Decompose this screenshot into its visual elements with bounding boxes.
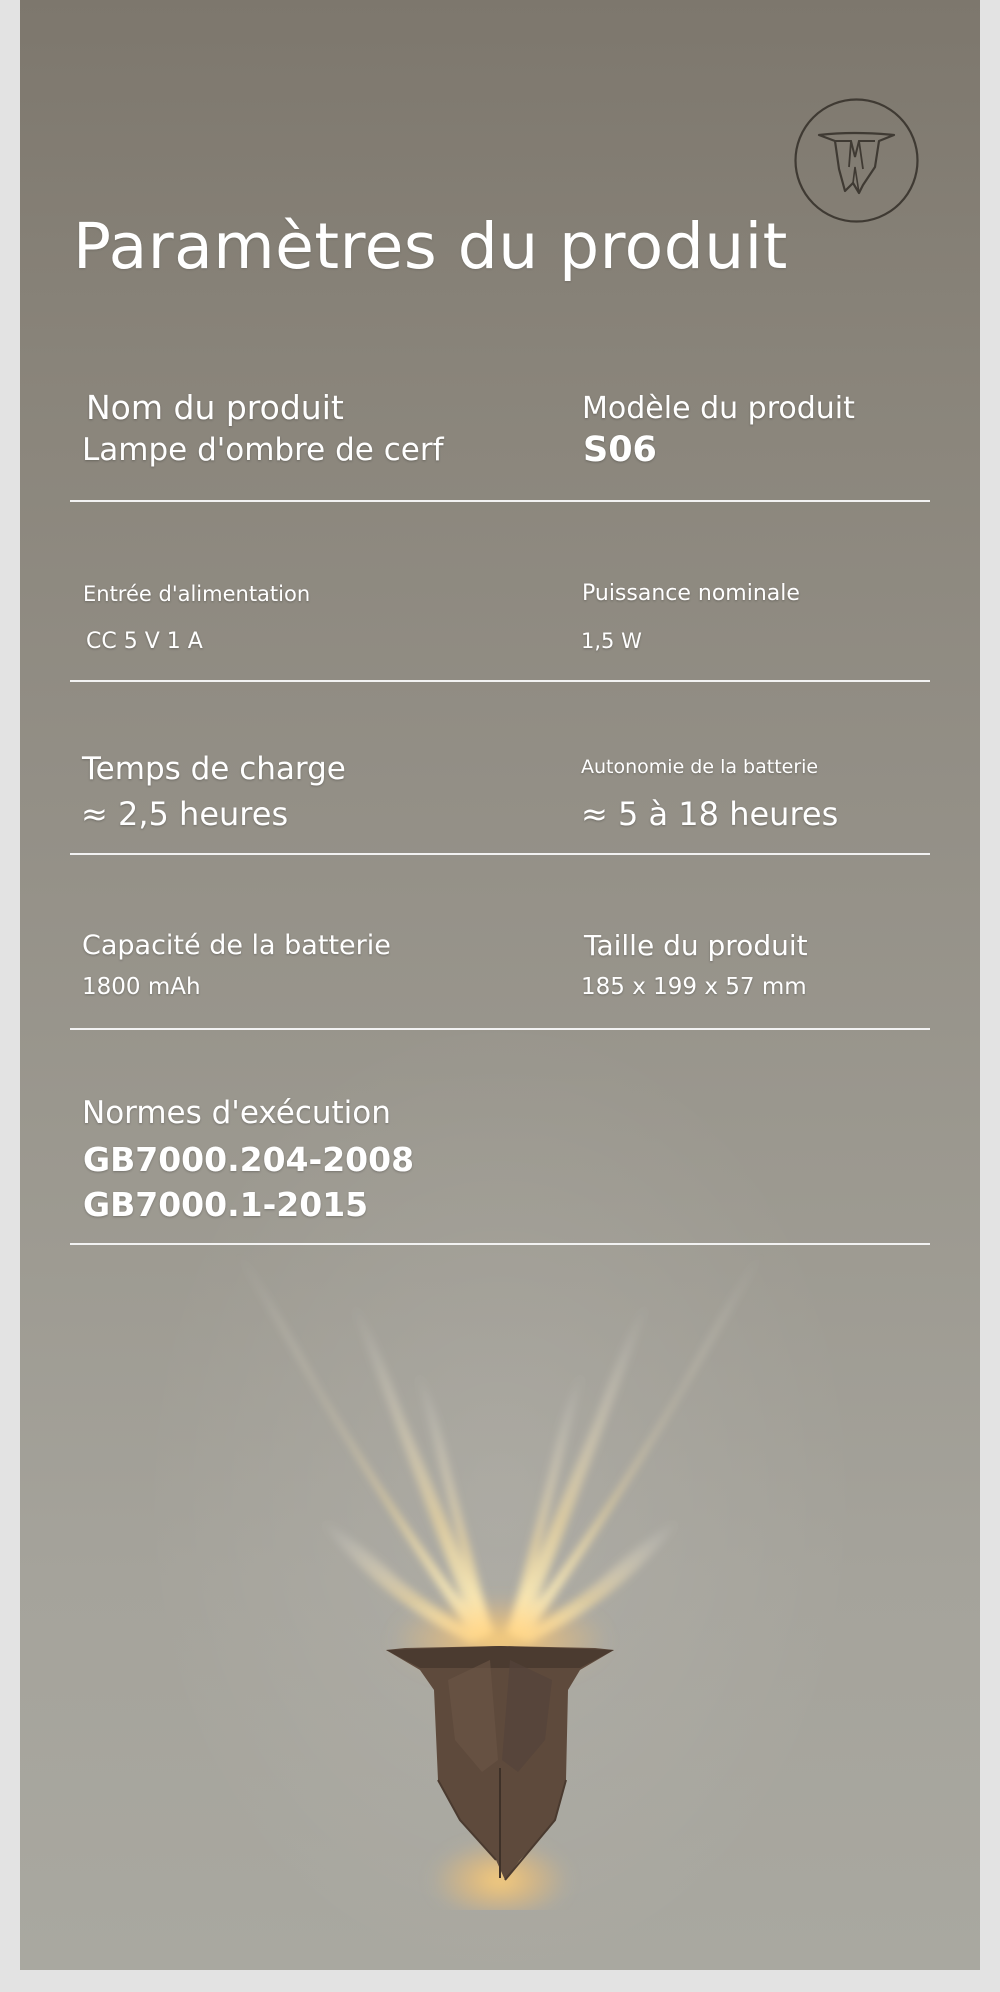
standards-label: Normes d'exécution <box>82 1095 391 1131</box>
divider <box>70 1028 930 1030</box>
spec-label-product-size: Taille du produit <box>584 929 808 962</box>
spec-value-product-name: Lampe d'ombre de cerf <box>82 432 444 468</box>
spec-value-product-size: 185 x 199 x 57 mm <box>581 974 807 1000</box>
spec-label-product-model: Modèle du produit <box>582 391 855 426</box>
spec-value-rated-power: 1,5 W <box>581 629 642 653</box>
spec-label-rated-power: Puissance nominale <box>582 581 800 606</box>
divider <box>70 853 930 855</box>
deer-head-logo-icon <box>793 97 920 224</box>
divider <box>70 680 930 682</box>
standard-value: GB7000.1-2015 <box>83 1185 369 1224</box>
spec-value-product-model: S06 <box>583 430 657 470</box>
spec-value-battery-life: ≈ 5 à 18 heures <box>581 795 839 833</box>
spec-value-charge-time: ≈ 2,5 heures <box>81 795 289 833</box>
spec-label-product-name: Nom du produit <box>86 388 344 427</box>
spec-label-battery-capacity: Capacité de la batterie <box>82 930 391 961</box>
standard-value: GB7000.204-2008 <box>83 1140 415 1179</box>
page-title: Paramètres du produit <box>73 210 788 283</box>
spec-label-battery-life: Autonomie de la batterie <box>581 756 819 778</box>
spec-value-power-input: CC 5 V 1 A <box>86 629 203 654</box>
spec-value-battery-capacity: 1800 mAh <box>82 974 201 1000</box>
spec-label-charge-time: Temps de charge <box>82 751 346 787</box>
deer-lamp-illustration <box>20 1220 980 1910</box>
product-parameters-panel <box>20 0 980 1970</box>
spec-label-power-input: Entrée d'alimentation <box>83 582 311 606</box>
divider <box>70 500 930 502</box>
